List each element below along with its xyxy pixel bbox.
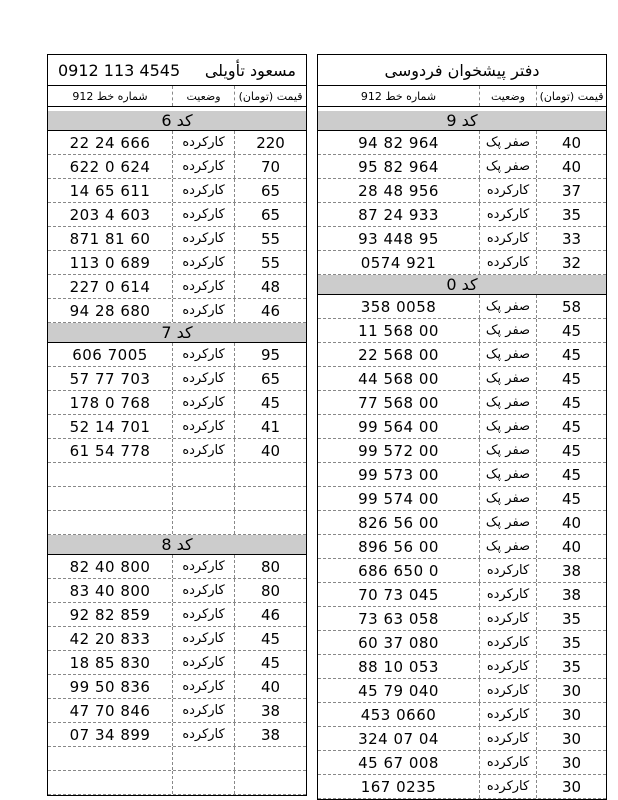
table-row bbox=[318, 343, 606, 367]
table-row bbox=[48, 415, 306, 439]
price-cell bbox=[234, 771, 306, 794]
number-cell bbox=[48, 771, 172, 794]
table-row bbox=[318, 607, 606, 631]
number-cell: 611 65 14 bbox=[69, 181, 151, 200]
contact-name: مسعود تأویلی bbox=[204, 60, 296, 80]
section-header: کد 9 bbox=[318, 111, 606, 131]
price-cell bbox=[234, 463, 306, 486]
table-row bbox=[318, 439, 606, 463]
status-cell: صفر پک bbox=[479, 463, 536, 486]
price-cell bbox=[234, 487, 306, 510]
status-cell: کارکرده bbox=[172, 651, 234, 674]
number-cell: 00 56 826 bbox=[358, 513, 439, 532]
table-row bbox=[48, 627, 306, 651]
number-cell: 703 77 57 bbox=[69, 369, 151, 388]
table-row bbox=[318, 703, 606, 727]
table-row bbox=[48, 723, 306, 747]
status-cell: کارکرده bbox=[479, 227, 536, 250]
col-number-header: شماره خط 912 bbox=[72, 89, 148, 103]
status-cell: صفر پک bbox=[479, 367, 536, 390]
col-price-header: قیمت (تومان) bbox=[234, 86, 306, 106]
price-cell: 65 bbox=[234, 367, 306, 390]
number-cell bbox=[48, 747, 172, 770]
table-row bbox=[318, 295, 606, 319]
price-cell: 40 bbox=[536, 155, 606, 178]
number-cell: 95 448 93 bbox=[358, 229, 439, 248]
price-cell: 95 bbox=[234, 343, 306, 366]
number-cell: 680 28 94 bbox=[69, 301, 151, 320]
number-cell: 921 0574 bbox=[360, 253, 437, 272]
number-cell: 0 650 686 bbox=[358, 561, 439, 580]
number-cell: 614 0 227 bbox=[69, 277, 151, 296]
number-cell: 964 82 95 bbox=[358, 157, 439, 176]
table-row bbox=[48, 603, 306, 627]
number-cell: 830 85 18 bbox=[69, 653, 151, 672]
number-cell: 701 14 52 bbox=[69, 417, 151, 436]
price-cell: 38 bbox=[234, 699, 306, 722]
table-row bbox=[318, 511, 606, 535]
price-cell: 35 bbox=[536, 607, 606, 630]
price-cell: 32 bbox=[536, 251, 606, 274]
left-panel bbox=[47, 54, 307, 796]
price-cell: 65 bbox=[234, 179, 306, 202]
table-row bbox=[48, 579, 306, 603]
table-row bbox=[48, 463, 306, 487]
status-cell: کارکرده bbox=[172, 439, 234, 462]
status-cell: صفر پک bbox=[479, 155, 536, 178]
status-cell: کارکرده bbox=[479, 775, 536, 798]
price-cell: 40 bbox=[536, 131, 606, 154]
table-row bbox=[318, 319, 606, 343]
table-row bbox=[318, 487, 606, 511]
number-cell: 956 48 28 bbox=[358, 181, 439, 200]
status-cell: صفر پک bbox=[479, 131, 536, 154]
table-row bbox=[318, 751, 606, 775]
status-cell bbox=[172, 771, 234, 794]
price-cell: 45 bbox=[536, 319, 606, 342]
status-cell: کارکرده bbox=[479, 727, 536, 750]
price-cell: 40 bbox=[536, 535, 606, 558]
status-cell: صفر پک bbox=[479, 343, 536, 366]
price-cell: 45 bbox=[536, 439, 606, 462]
price-cell: 40 bbox=[234, 439, 306, 462]
table-row bbox=[48, 227, 306, 251]
table-row bbox=[48, 131, 306, 155]
table-row bbox=[318, 155, 606, 179]
table-row bbox=[318, 631, 606, 655]
table-row bbox=[318, 367, 606, 391]
status-cell: کارکرده bbox=[172, 579, 234, 602]
number-cell: 00 572 99 bbox=[358, 441, 439, 460]
status-cell: صفر پک bbox=[479, 511, 536, 534]
table-row bbox=[48, 747, 306, 771]
status-cell: کارکرده bbox=[172, 179, 234, 202]
status-cell: کارکرده bbox=[172, 627, 234, 650]
number-cell: 666 24 22 bbox=[69, 133, 151, 152]
number-cell: 800 40 83 bbox=[69, 581, 151, 600]
status-cell: کارکرده bbox=[479, 631, 536, 654]
number-cell: 080 37 60 bbox=[358, 633, 439, 652]
status-cell: کارکرده bbox=[172, 131, 234, 154]
table-row bbox=[48, 275, 306, 299]
price-cell: 45 bbox=[234, 391, 306, 414]
price-cell: 38 bbox=[536, 583, 606, 606]
status-cell bbox=[172, 511, 234, 534]
status-cell: کارکرده bbox=[479, 203, 536, 226]
right-panel bbox=[317, 54, 607, 800]
number-cell: 0235 167 bbox=[360, 777, 437, 796]
price-cell: 38 bbox=[536, 559, 606, 582]
status-cell: کارکرده bbox=[172, 603, 234, 626]
status-cell: صفر پک bbox=[479, 295, 536, 318]
status-cell bbox=[172, 487, 234, 510]
status-cell: کارکرده bbox=[479, 655, 536, 678]
table-row bbox=[48, 555, 306, 579]
table-row bbox=[318, 251, 606, 275]
price-cell: 38 bbox=[234, 723, 306, 746]
number-cell: 058 63 73 bbox=[358, 609, 439, 628]
number-cell: 00 568 44 bbox=[358, 369, 439, 388]
price-cell: 45 bbox=[536, 367, 606, 390]
section-header: کد 0 bbox=[318, 275, 606, 295]
number-cell: 045 73 70 bbox=[358, 585, 439, 604]
table-row bbox=[318, 655, 606, 679]
table-row bbox=[48, 251, 306, 275]
status-cell: کارکرده bbox=[172, 343, 234, 366]
status-cell: کارکرده bbox=[172, 415, 234, 438]
left-table bbox=[48, 111, 306, 795]
number-cell: 846 70 47 bbox=[69, 701, 151, 720]
table-row bbox=[318, 391, 606, 415]
number-cell: 008 67 45 bbox=[358, 753, 439, 772]
number-cell bbox=[48, 487, 172, 510]
status-cell: کارکرده bbox=[172, 155, 234, 178]
table-row bbox=[318, 559, 606, 583]
number-cell: 00 564 99 bbox=[358, 417, 439, 436]
price-sheet bbox=[47, 54, 604, 796]
price-cell: 30 bbox=[536, 679, 606, 702]
contact-header bbox=[48, 55, 306, 86]
number-cell: 0660 453 bbox=[360, 705, 437, 724]
price-cell: 30 bbox=[536, 727, 606, 750]
status-cell: کارکرده bbox=[479, 751, 536, 774]
status-cell: صفر پک bbox=[479, 535, 536, 558]
number-cell: 768 0 178 bbox=[69, 393, 151, 412]
section-header: کد 6 bbox=[48, 111, 306, 131]
status-cell: کارکرده bbox=[479, 251, 536, 274]
table-row bbox=[48, 487, 306, 511]
price-cell: 30 bbox=[536, 703, 606, 726]
status-cell: کارکرده bbox=[172, 391, 234, 414]
price-cell: 37 bbox=[536, 179, 606, 202]
number-cell: 933 24 87 bbox=[358, 205, 439, 224]
status-cell: کارکرده bbox=[172, 299, 234, 322]
table-row bbox=[48, 343, 306, 367]
status-cell: صفر پک bbox=[479, 319, 536, 342]
number-cell: 836 50 99 bbox=[69, 677, 151, 696]
price-cell: 58 bbox=[536, 295, 606, 318]
number-cell: 00 56 896 bbox=[358, 537, 439, 556]
number-cell: 00 573 99 bbox=[358, 465, 439, 484]
column-headers bbox=[318, 86, 606, 107]
status-cell: کارکرده bbox=[172, 367, 234, 390]
status-cell: کارکرده bbox=[172, 699, 234, 722]
price-cell: 33 bbox=[536, 227, 606, 250]
table-row bbox=[48, 675, 306, 699]
number-cell: 899 34 07 bbox=[69, 725, 151, 744]
table-row bbox=[48, 155, 306, 179]
table-row bbox=[48, 771, 306, 795]
price-cell: 220 bbox=[234, 131, 306, 154]
price-cell: 46 bbox=[234, 603, 306, 626]
price-cell: 55 bbox=[234, 251, 306, 274]
table-row bbox=[48, 651, 306, 675]
number-cell: 00 574 99 bbox=[358, 489, 439, 508]
price-cell: 80 bbox=[234, 579, 306, 602]
number-cell: 778 54 61 bbox=[69, 441, 151, 460]
price-cell: 35 bbox=[536, 203, 606, 226]
price-cell bbox=[234, 747, 306, 770]
table-row bbox=[318, 227, 606, 251]
table-row bbox=[48, 367, 306, 391]
status-cell: کارکرده bbox=[172, 203, 234, 226]
status-cell bbox=[172, 747, 234, 770]
status-cell: کارکرده bbox=[479, 703, 536, 726]
number-cell: 859 82 92 bbox=[69, 605, 151, 624]
table-row bbox=[48, 391, 306, 415]
number-cell: 053 10 88 bbox=[358, 657, 439, 676]
table-row bbox=[48, 511, 306, 535]
table-row bbox=[318, 463, 606, 487]
price-cell: 41 bbox=[234, 415, 306, 438]
number-cell: 624 0 622 bbox=[69, 157, 151, 176]
price-cell: 45 bbox=[536, 415, 606, 438]
table-row bbox=[318, 583, 606, 607]
table-row bbox=[48, 203, 306, 227]
price-cell bbox=[234, 511, 306, 534]
table-row bbox=[318, 535, 606, 559]
number-cell: 603 4 203 bbox=[69, 205, 151, 224]
table-row bbox=[318, 775, 606, 799]
number-cell: 964 82 94 bbox=[358, 133, 439, 152]
right-table bbox=[318, 111, 606, 799]
col-status-header: وضعیت bbox=[172, 86, 234, 106]
price-cell: 70 bbox=[234, 155, 306, 178]
status-cell: کارکرده bbox=[172, 555, 234, 578]
table-row bbox=[48, 299, 306, 323]
number-cell: 00 568 11 bbox=[358, 321, 439, 340]
number-cell: 60 81 871 bbox=[69, 229, 151, 248]
table-row bbox=[318, 203, 606, 227]
number-cell: 0058 358 bbox=[360, 297, 437, 316]
price-cell: 45 bbox=[536, 487, 606, 510]
price-cell: 45 bbox=[234, 627, 306, 650]
number-cell: 833 20 42 bbox=[69, 629, 151, 648]
price-cell: 46 bbox=[234, 299, 306, 322]
status-cell: کارکرده bbox=[479, 559, 536, 582]
number-cell bbox=[48, 463, 172, 486]
table-row bbox=[318, 415, 606, 439]
table-row bbox=[318, 679, 606, 703]
status-cell: صفر پک bbox=[479, 415, 536, 438]
status-cell: صفر پک bbox=[479, 439, 536, 462]
col-status-header: وضعیت bbox=[479, 86, 536, 106]
status-cell: کارکرده bbox=[172, 723, 234, 746]
price-cell: 45 bbox=[234, 651, 306, 674]
status-cell: صفر پک bbox=[479, 391, 536, 414]
number-cell bbox=[48, 511, 172, 534]
table-row bbox=[318, 179, 606, 203]
price-cell: 40 bbox=[536, 511, 606, 534]
price-cell: 55 bbox=[234, 227, 306, 250]
status-cell: کارکرده bbox=[172, 227, 234, 250]
status-cell: کارکرده bbox=[172, 675, 234, 698]
status-cell: کارکرده bbox=[479, 583, 536, 606]
section-header: کد 7 bbox=[48, 323, 306, 343]
table-row bbox=[318, 131, 606, 155]
price-cell: 45 bbox=[536, 343, 606, 366]
table-row bbox=[48, 699, 306, 723]
col-price-header: قیمت (تومان) bbox=[536, 86, 606, 106]
section-header: کد 8 bbox=[48, 535, 306, 555]
price-cell: 80 bbox=[234, 555, 306, 578]
number-cell: 689 0 113 bbox=[69, 253, 151, 272]
status-cell: کارکرده bbox=[172, 275, 234, 298]
table-row bbox=[48, 179, 306, 203]
status-cell: کارکرده bbox=[479, 679, 536, 702]
office-title: دفتر پیشخوان فردوسی bbox=[318, 55, 606, 86]
status-cell bbox=[172, 463, 234, 486]
col-number-header: شماره خط 912 bbox=[360, 89, 437, 103]
price-cell: 35 bbox=[536, 631, 606, 654]
price-cell: 48 bbox=[234, 275, 306, 298]
number-cell: 00 568 22 bbox=[358, 345, 439, 364]
price-cell: 40 bbox=[234, 675, 306, 698]
number-cell: 7005 606 bbox=[72, 345, 148, 364]
number-cell: 040 79 45 bbox=[358, 681, 439, 700]
status-cell: صفر پک bbox=[479, 487, 536, 510]
price-cell: 30 bbox=[536, 775, 606, 798]
number-cell: 04 07 324 bbox=[358, 729, 439, 748]
price-cell: 65 bbox=[234, 203, 306, 226]
number-cell: 00 568 77 bbox=[358, 393, 439, 412]
column-headers bbox=[48, 86, 306, 107]
price-cell: 45 bbox=[536, 391, 606, 414]
contact-phone: 0912 113 4545 bbox=[58, 60, 181, 80]
price-cell: 30 bbox=[536, 751, 606, 774]
table-row bbox=[318, 727, 606, 751]
table-row bbox=[48, 439, 306, 463]
number-cell: 800 40 82 bbox=[69, 557, 151, 576]
status-cell: کارکرده bbox=[479, 607, 536, 630]
price-cell: 45 bbox=[536, 463, 606, 486]
price-cell: 35 bbox=[536, 655, 606, 678]
status-cell: کارکرده bbox=[172, 251, 234, 274]
status-cell: کارکرده bbox=[479, 179, 536, 202]
